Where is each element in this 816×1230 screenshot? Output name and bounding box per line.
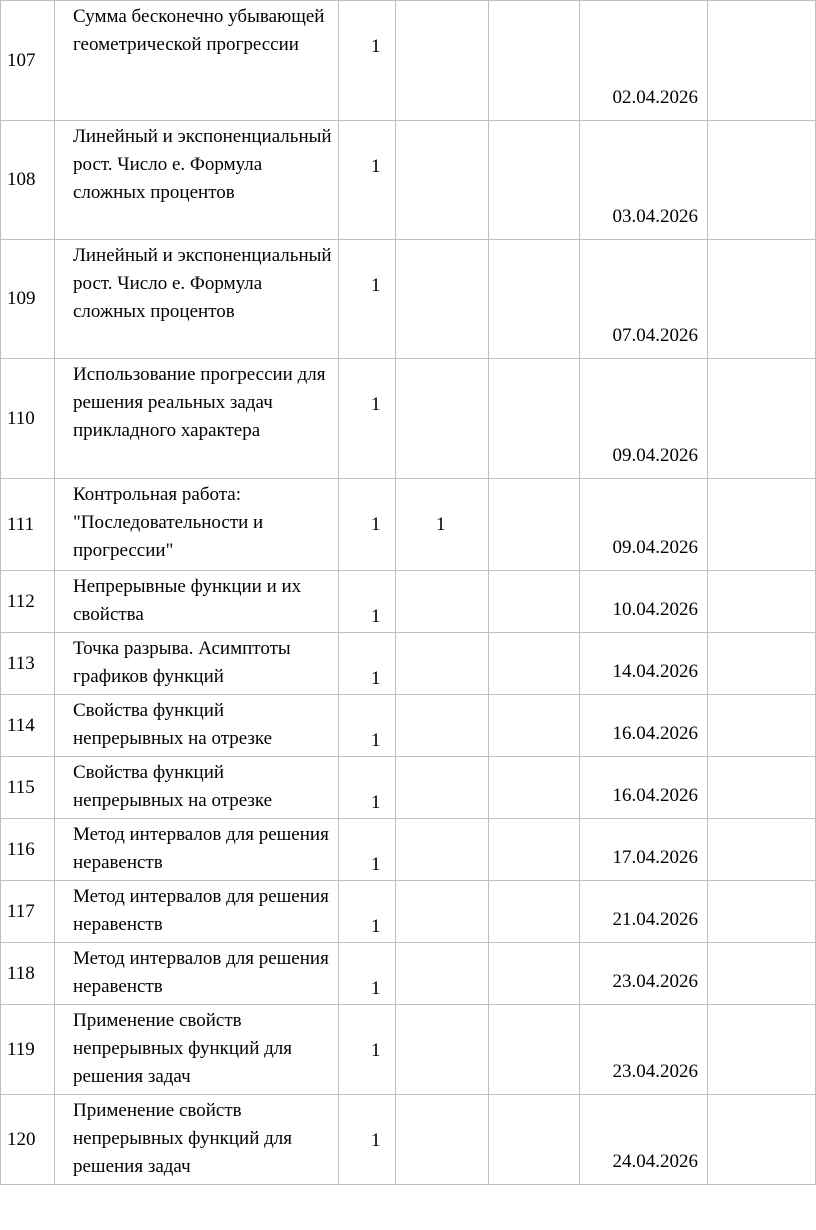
lesson-topic: Линейный и экспоненциальный рост. Число е. Формула сложных процентов [55,121,339,240]
lesson-date: 10.04.2026 [580,571,708,633]
lesson-actual-date [708,1095,816,1185]
lesson-hours: 1 [339,633,396,695]
lesson-control-work [396,1005,489,1095]
lesson-control-work [396,240,489,359]
table-row [1,881,816,943]
lesson-actual-date [708,121,816,240]
lesson-hours: 1 [339,881,396,943]
lesson-date: 02.04.2026 [580,1,708,121]
table-body [1,1,816,1185]
table-row [1,757,816,819]
table-row [1,359,816,479]
lesson-number: 119 [1,1005,55,1095]
lesson-topic: Непрерывные функции и их свойства [55,571,339,633]
lesson-number: 117 [1,881,55,943]
lesson-topic: Применение свойств непрерывных функций для решения задач [55,1005,339,1095]
lesson-control-work [396,359,489,479]
lesson-practical-work [489,479,580,571]
lesson-number: 111 [1,479,55,571]
lesson-practical-work [489,881,580,943]
lesson-control-work [396,943,489,1005]
table-row [1,571,816,633]
lesson-practical-work [489,633,580,695]
table-row [1,479,816,571]
lesson-date: 07.04.2026 [580,240,708,359]
lesson-hours: 1 [339,571,396,633]
lesson-hours: 1 [339,240,396,359]
lesson-practical-work [489,1005,580,1095]
table-row [1,240,816,359]
lesson-practical-work [489,1,580,121]
lesson-control-work [396,633,489,695]
lesson-actual-date [708,881,816,943]
lesson-actual-date [708,359,816,479]
lesson-hours: 1 [339,1,396,121]
lesson-topic: Использование прогрессии для решения реальных задач прикладного характера [55,359,339,479]
lesson-number: 113 [1,633,55,695]
table-row [1,633,816,695]
table-row [1,819,816,881]
lesson-hours: 1 [339,1095,396,1185]
table-row [1,1095,816,1185]
lesson-practical-work [489,121,580,240]
lesson-date: 14.04.2026 [580,633,708,695]
lesson-control-work [396,571,489,633]
lesson-number: 110 [1,359,55,479]
lesson-topic: Метод интервалов для решения неравенств [55,819,339,881]
lesson-topic: Метод интервалов для решения неравенств [55,881,339,943]
lesson-topic: Применение свойств непрерывных функций для решения задач [55,1095,339,1185]
lesson-topic: Сумма бесконечно убывающей геометрической прогрессии [55,1,339,121]
lesson-hours: 1 [339,819,396,881]
lesson-control-work [396,695,489,757]
lesson-hours: 1 [339,943,396,1005]
lesson-actual-date [708,695,816,757]
lesson-number: 112 [1,571,55,633]
lesson-control-work [396,881,489,943]
lesson-topic: Точка разрыва. Асимптоты графиков функций [55,633,339,695]
lesson-control-work [396,1095,489,1185]
lesson-actual-date [708,240,816,359]
lesson-actual-date [708,819,816,881]
lesson-number: 107 [1,1,55,121]
lesson-control-work: 1 [396,479,489,571]
lesson-date: 23.04.2026 [580,1005,708,1095]
table-row [1,943,816,1005]
lesson-date: 24.04.2026 [580,1095,708,1185]
lesson-control-work [396,757,489,819]
lesson-number: 115 [1,757,55,819]
lesson-control-work [396,1,489,121]
lesson-date: 21.04.2026 [580,881,708,943]
lesson-actual-date [708,1005,816,1095]
lesson-date: 16.04.2026 [580,695,708,757]
lesson-date: 03.04.2026 [580,121,708,240]
lesson-hours: 1 [339,479,396,571]
lesson-practical-work [489,695,580,757]
lesson-number: 116 [1,819,55,881]
lesson-number: 118 [1,943,55,1005]
lesson-practical-work [489,240,580,359]
lesson-topic: Метод интервалов для решения неравенств [55,943,339,1005]
table-row [1,121,816,240]
lesson-number: 120 [1,1095,55,1185]
lesson-hours: 1 [339,121,396,240]
lesson-topic: Свойства функций непрерывных на отрезке [55,757,339,819]
table-row [1,695,816,757]
lesson-hours: 1 [339,757,396,819]
lesson-topic: Контрольная работа: "Последовательности и прогрессии" [55,479,339,571]
lesson-actual-date [708,479,816,571]
lesson-date: 16.04.2026 [580,757,708,819]
lesson-topic: Свойства функций непрерывных на отрезке [55,695,339,757]
lesson-date: 09.04.2026 [580,479,708,571]
lesson-actual-date [708,943,816,1005]
lesson-practical-work [489,819,580,881]
lesson-number: 109 [1,240,55,359]
lesson-topic: Линейный и экспоненциальный рост. Число е. Формула сложных процентов [55,240,339,359]
lesson-actual-date [708,757,816,819]
lesson-practical-work [489,757,580,819]
lesson-actual-date [708,1,816,121]
lesson-control-work [396,819,489,881]
lesson-hours: 1 [339,1005,396,1095]
lesson-actual-date [708,633,816,695]
lesson-practical-work [489,943,580,1005]
lesson-date: 17.04.2026 [580,819,708,881]
lesson-hours: 1 [339,359,396,479]
lesson-actual-date [708,571,816,633]
lesson-hours: 1 [339,695,396,757]
lesson-number: 108 [1,121,55,240]
lesson-practical-work [489,359,580,479]
lesson-practical-work [489,1095,580,1185]
lesson-practical-work [489,571,580,633]
lesson-date: 09.04.2026 [580,359,708,479]
lesson-date: 23.04.2026 [580,943,708,1005]
table-row [1,1005,816,1095]
lesson-number: 114 [1,695,55,757]
table-row [1,1,816,121]
lesson-control-work [396,121,489,240]
